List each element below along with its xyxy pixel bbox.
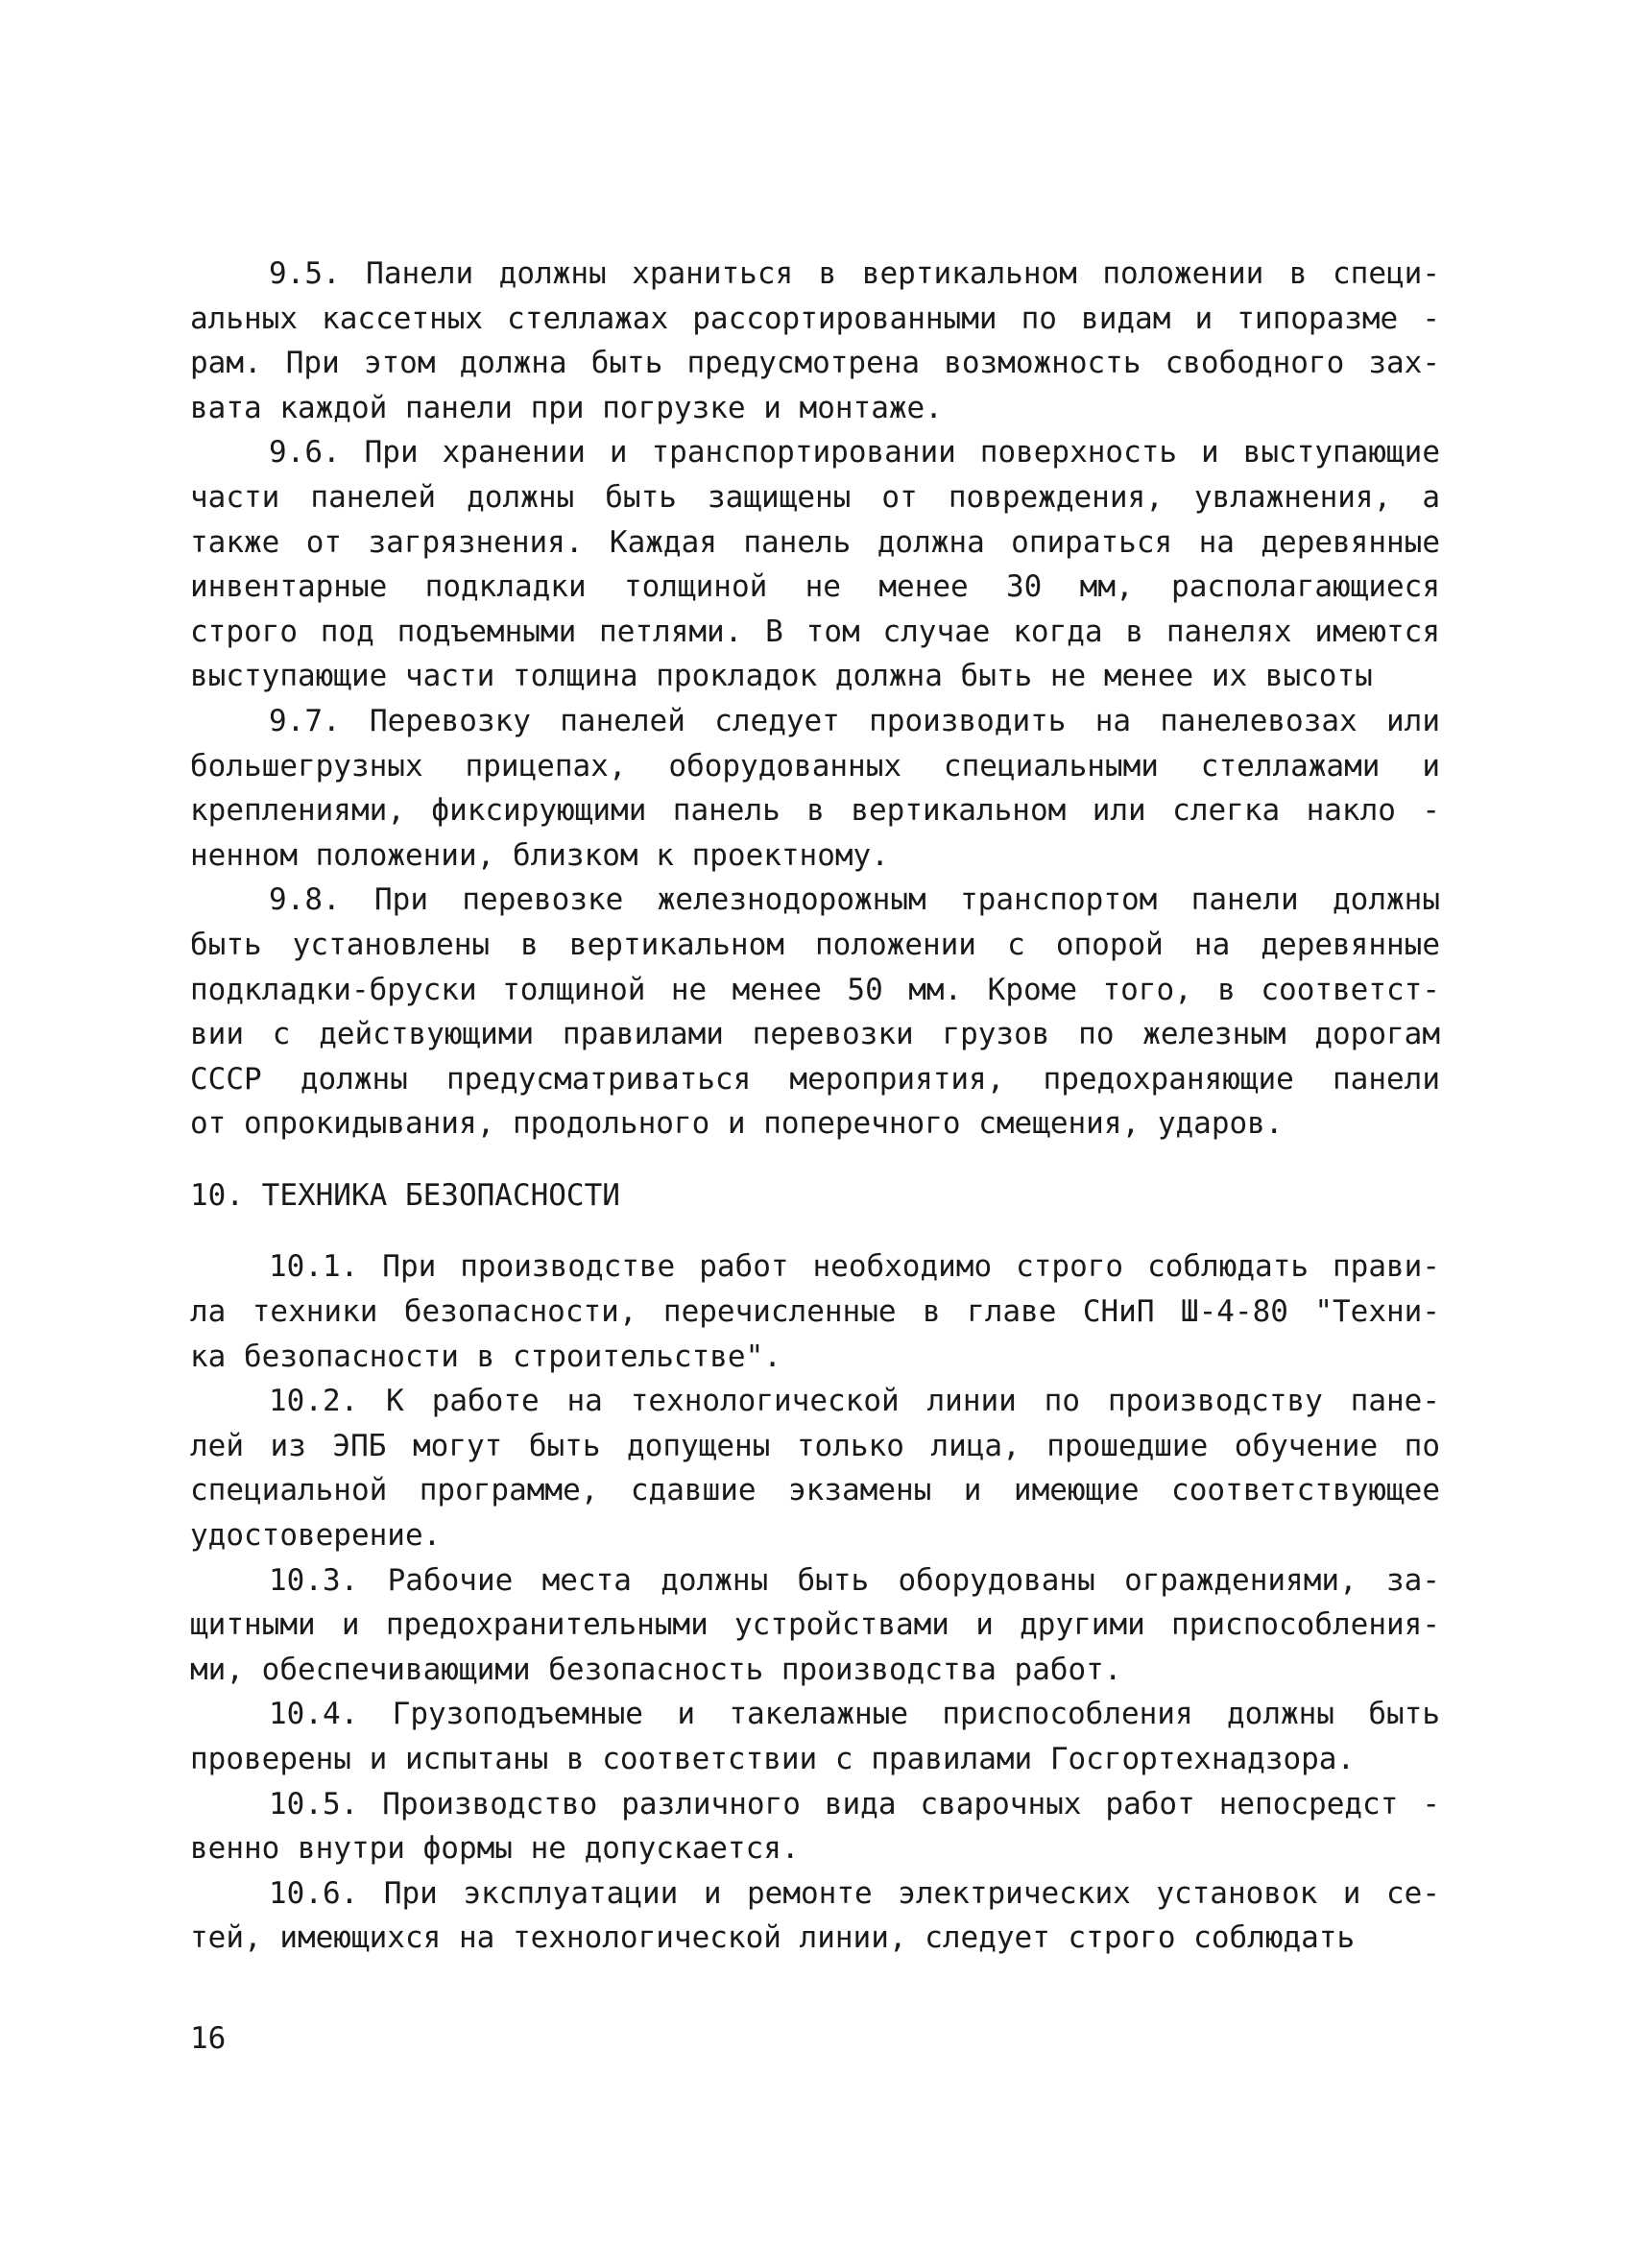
section-title: 10. ТЕХНИКА БЕЗОПАСНОСТИ: [190, 1177, 620, 1213]
text-line: 10.5. Производство различного вида сварочных работ непосредст -: [269, 1786, 1440, 1822]
text-line: от опрокидывания, продольного и поперечного смещения, ударов.: [190, 1106, 1284, 1142]
text-line: инвентарные подкладки толщиной не менее 30 мм, располагающиеся: [190, 569, 1440, 605]
paragraph: [190, 1871, 1440, 1961]
paragraph: [190, 1782, 1440, 1871]
text-line: ка безопасности в строительстве".: [190, 1339, 781, 1374]
text-line: креплениями, фиксирующими панель в вертикальном или слегка накло -: [190, 793, 1440, 829]
text-line: 10.4. Грузоподъемные и такелажные приспособления должны быть: [269, 1697, 1440, 1732]
text-line: части панелей должны быть защищены от повреждения, увлажнения, а: [190, 479, 1440, 515]
text-line: лей из ЭПБ могут быть допущены только лица, прошедшие обучение по: [190, 1428, 1440, 1463]
text-line: 9.8. При перевозке железнодорожным транспортом панели должны: [269, 882, 1440, 918]
paragraph: [190, 878, 1440, 1146]
text-line: большегрузных прицепах, оборудованных специальными стеллажами и: [190, 748, 1440, 784]
text-line: 9.5. Панели должны храниться в вертикальном положении в специ-: [269, 256, 1440, 291]
text-line: специальной программе, сдавшие экзамены и имеющие соответствующее: [190, 1473, 1440, 1508]
text-line: тей, имеющихся на технологической линии, следует строго соблюдать: [190, 1920, 1356, 1956]
paragraph: [190, 1379, 1440, 1557]
paragraph: [190, 699, 1440, 878]
text-line: 10.1. При производстве работ необходимо строго соблюдать прави-: [269, 1249, 1440, 1285]
text-line: 10.6. При эксплуатации и ремонте электрических установок и се-: [269, 1875, 1440, 1911]
paragraph: [190, 1692, 1440, 1781]
text-line: 10.2. К работе на технологической линии по производству пане-: [269, 1384, 1440, 1419]
text-line: также от загрязнения. Каждая панель должна опираться на деревянные: [190, 524, 1440, 560]
text-line: проверены и испытаны в соответствии с правилами Госгортехнадзора.: [190, 1742, 1356, 1776]
text-line: быть установлены в вертикальном положении с опорой на деревянные: [190, 927, 1440, 962]
text-line: венно внутри формы не допускается.: [190, 1831, 800, 1867]
text-line: 9.6. При хранении и транспортировании поверхность и выступающие: [269, 435, 1440, 470]
text-line: вата каждой панели при погрузке и монтаже.: [190, 390, 943, 425]
text-line: вии с действующими правилами перевозки грузов по железным дорогам: [190, 1017, 1440, 1052]
text-line: удостоверение.: [190, 1518, 442, 1554]
text-line: ненном положении, близком к проектному.: [190, 837, 889, 873]
storage-transport-sections: [190, 252, 1440, 1146]
text-line: 9.7. Перевозку панелей следует производить на панелевозах или: [269, 703, 1440, 738]
paragraph: [190, 1244, 1440, 1379]
text-line: щитными и предохранительными устройствами и другими приспособления-: [190, 1607, 1440, 1643]
text-line: выступающие части толщина прокладок должна быть не менее их высоты: [190, 659, 1373, 694]
text-line: подкладки-бруски толщиной не менее 50 мм. Кроме того, в соответст-: [190, 972, 1440, 1007]
paragraph: [190, 252, 1440, 430]
text-line: СССР должны предусматриваться мероприятия, предохраняющие панели: [190, 1061, 1440, 1097]
paragraph: [190, 1558, 1440, 1693]
safety-sections: [190, 1244, 1440, 1961]
text-line: ла техники безопасности, перечисленные в главе СНиП Ш-4-80 "Техни-: [190, 1294, 1440, 1330]
document-body: [190, 252, 1440, 1961]
paragraph: [190, 430, 1440, 699]
text-line: ми, обеспечивающими безопасность производства работ.: [190, 1652, 1122, 1687]
text-line: альных кассетных стеллажах рассортированными по видам и типоразме -: [190, 301, 1440, 336]
text-line: 10.3. Рабочие места должны быть оборудованы ограждениями, за-: [269, 1562, 1440, 1598]
text-line: строго под подъемными петлями. В том случае когда в панелях имеются: [190, 614, 1440, 649]
page-number: 16: [190, 2021, 227, 2056]
text-line: рам. При этом должна быть предусмотрена возможность свободного зах-: [190, 346, 1440, 381]
